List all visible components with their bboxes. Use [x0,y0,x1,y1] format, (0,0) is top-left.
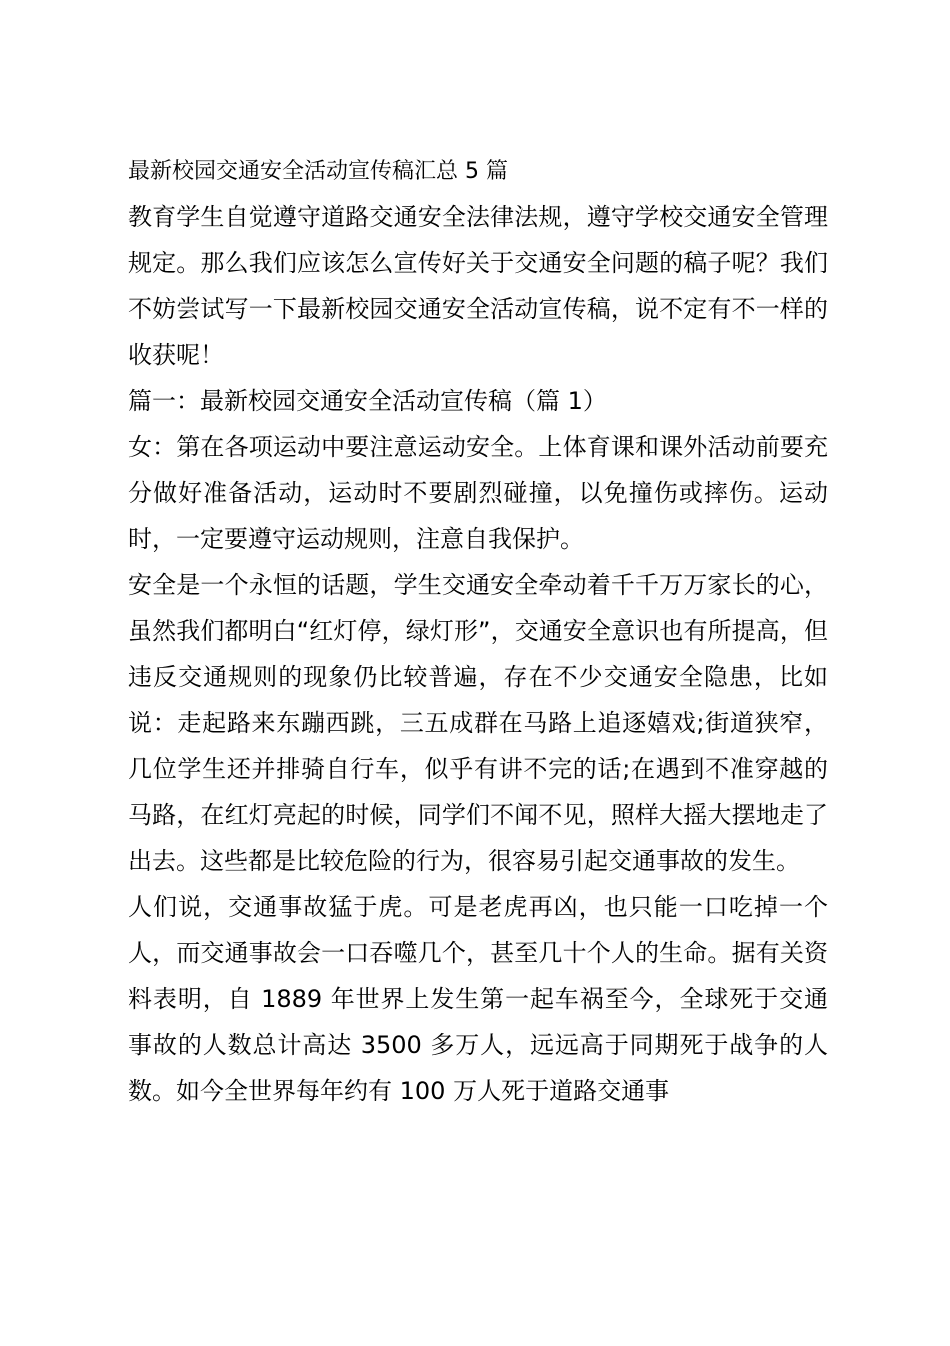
intro-paragraph: 教育学生自觉遵守道路交通安全法律法规，遵守学校交通安全管理规定。那么我们应该怎么宣传好关于交通安全问题的稿子呢？我们不妨尝试写一下最新校园交通安全活动宣传稿，说不定有不一样的收获呢！ [128,203,828,369]
body-paragraph-3: 人们说，交通事故猛于虎。可是老虎再凶，也只能一口吃掉一个人，而交通事故会一口吞噬几个，甚至几十个人的生命。据有关资料表明，自 1889 年世界上发生第一起车祸至今，全球死于交通事故的人数总计高达 3500 多万人，远远高于同期死于战争的人数。如今全世界每年约有 100 万人死于道路交通事 [128,893,828,1105]
section-heading: 篇一：最新校园交通安全活动宣传稿（篇 1） [128,387,607,415]
body-paragraph-1: 女：第在各项运动中要注意运动安全。上体育课和课外活动前要充分做好准备活动，运动时不要剧烈碰撞，以免撞伤或摔伤。运动时，一定要遵守运动规则，注意自我保护。 [128,433,828,553]
document-body [128,150,828,1114]
document-title: 最新校园交通安全活动宣传稿汇总 5 篇 [128,159,508,184]
body-paragraph-2: 安全是一个永恒的话题，学生交通安全牵动着千千万万家长的心，虽然我们都明白“红灯停，绿灯形”，交通安全意识也有所提高，但违反交通规则的现象仍比较普遍，存在不少交通安全隐患，比如说：走起路来东蹦西跳，三五成群在马路上追逐嬉戏;街道狭窄，几位学生还并排骑自行车，似乎有讲不完的话;在遇到不准穿越的马路，在红灯亮起的时候，同学们不闻不见，照样大摇大摆地走了出去。这些都是比较危险的行为，很容易引起交通事故的发生。 [128,571,828,875]
